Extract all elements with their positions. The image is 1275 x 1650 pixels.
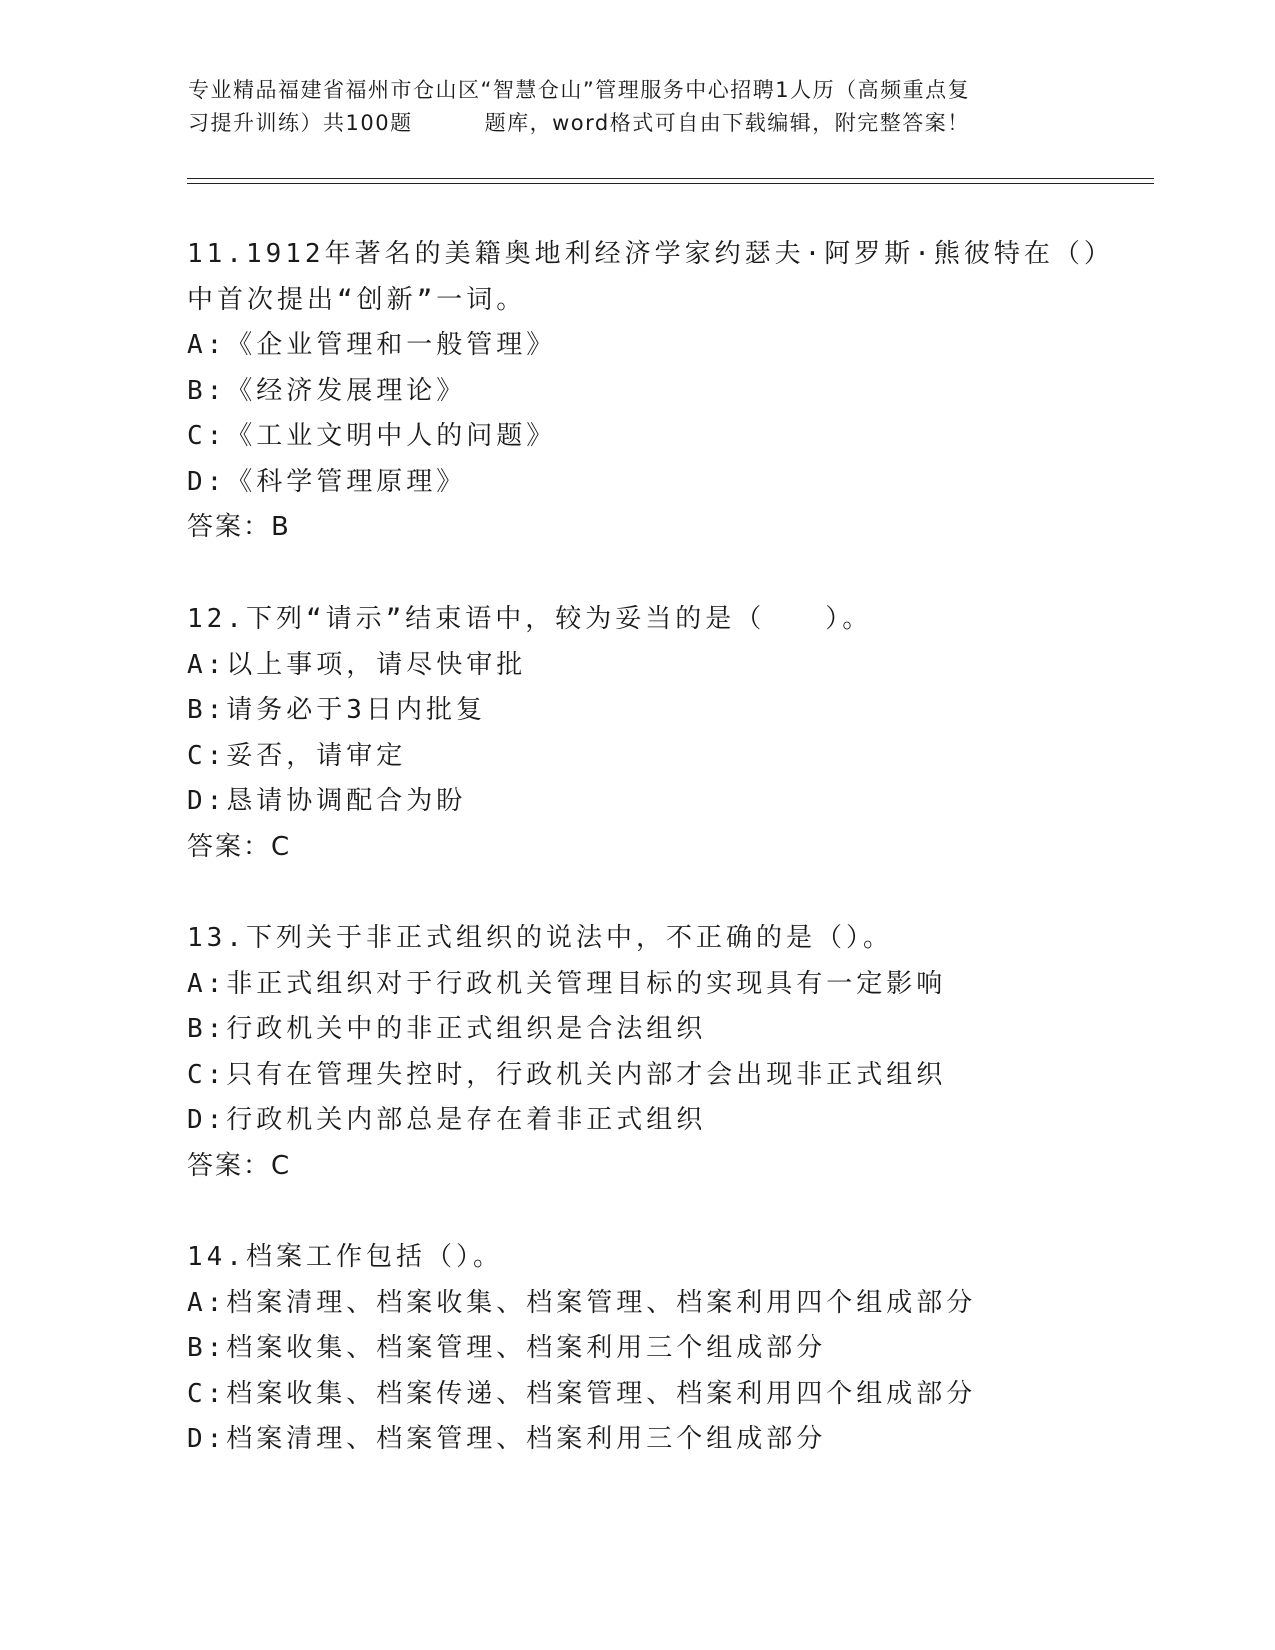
header-line-1: 专业精品福建省福州市仓山区“智慧仓山”管理服务中心招聘1人历（高频重点复	[188, 78, 971, 102]
option-b: B:行政机关中的非正式组织是合法组织	[187, 1014, 707, 1044]
question-13	[187, 916, 1087, 1189]
option-b: B:《经济发展理论》	[187, 375, 467, 406]
question-stem-line: 14.档案工作包括（）。	[187, 1242, 503, 1272]
answer-text: 答案：C	[187, 831, 292, 862]
option-c: C:档案收集、档案传递、档案管理、档案利用四个组成部分	[187, 1378, 977, 1409]
question-14	[187, 1235, 1087, 1463]
header-line-2-end: 题库，word格式可自由下载编辑，附完整答案！	[484, 111, 970, 135]
question-12	[187, 597, 1087, 870]
header-line-2	[188, 107, 1088, 140]
option-a: A:《企业管理和一般管理》	[187, 330, 557, 360]
question-stem-line: 13.下列关于非正式组织的说法中，不正确的是（）。	[187, 923, 893, 953]
answer-text: 答案：C	[187, 1150, 292, 1181]
option-d: D:行政机关内部总是存在着非正式组织	[187, 1105, 707, 1135]
header-rule-bottom	[187, 183, 1154, 184]
header-rule-top	[187, 178, 1154, 179]
option-b: B:请务必于3日内批复	[187, 695, 486, 725]
document-header	[188, 74, 1088, 140]
option-d: D:档案清理、档案管理、档案利用三个组成部分	[187, 1424, 827, 1454]
question-11	[187, 232, 1114, 551]
header-line-2-start: 习提升训练）共100题	[188, 111, 413, 135]
option-d: D:恳请协调配合为盼	[187, 786, 467, 816]
answer-text: 答案：B	[187, 512, 291, 542]
option-a: A:非正式组织对于行政机关管理目标的实现具有一定影响	[187, 968, 947, 999]
question-stem-line: 12.下列“请示”结束语中，较为妥当的是（ ）。	[187, 604, 873, 634]
option-b: B:档案收集、档案管理、档案利用三个组成部分	[187, 1333, 827, 1363]
option-c: C:只有在管理失控时，行政机关内部才会出现非正式组织	[187, 1059, 947, 1090]
option-a: A:档案清理、档案收集、档案管理、档案利用四个组成部分	[187, 1287, 977, 1318]
option-a: A:以上事项，请尽快审批	[187, 649, 527, 680]
option-d: D:《科学管理原理》	[187, 466, 467, 497]
question-stem-line: 11.1912年著名的美籍奥地利经济学家约瑟夫·阿罗斯·熊彼特在（）	[187, 239, 1114, 269]
option-c: C:妥否，请审定	[187, 740, 407, 771]
question-stem-line: 中首次提出“创新”一词。	[187, 284, 527, 315]
option-c: C:《工业文明中人的问题》	[187, 421, 557, 451]
